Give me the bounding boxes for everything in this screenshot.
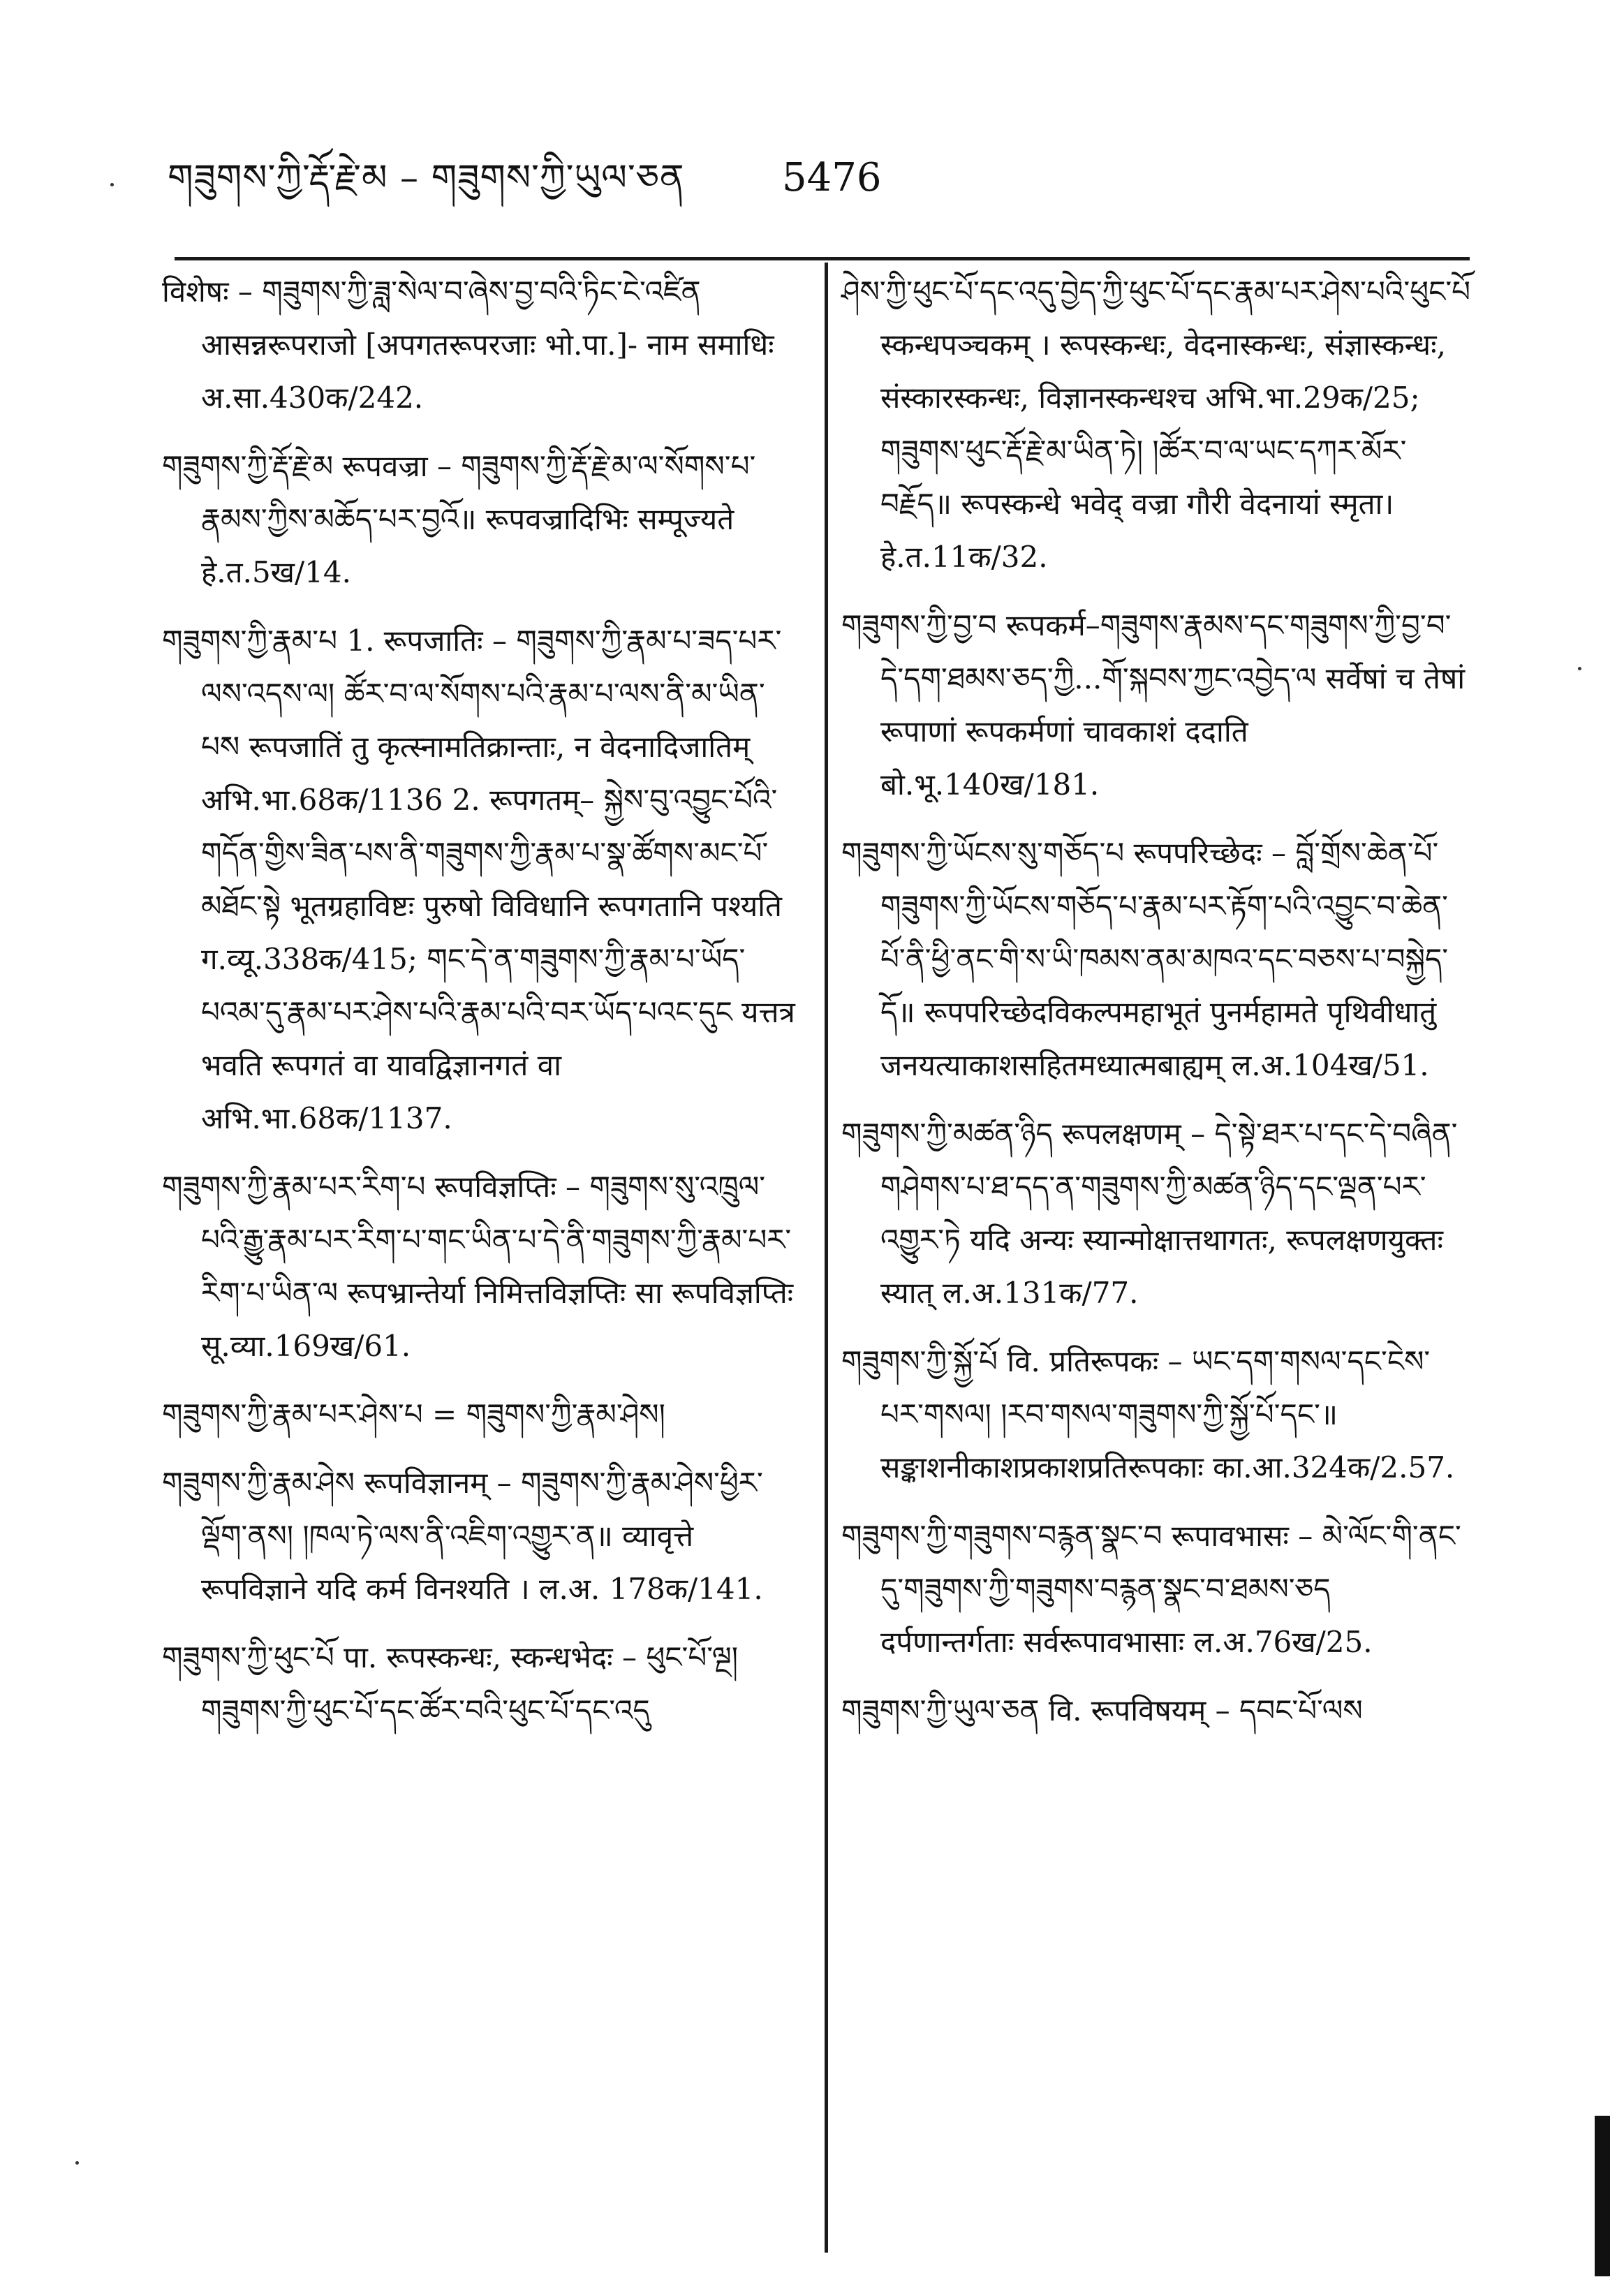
column-divider: [825, 263, 828, 2253]
dictionary-entry: [162, 614, 797, 1145]
entry-text: གཟུགས་ཀྱི་ཡོངས་སུ་གཅོད་པ रूपपरिच्छेदः – བློ་གྲོས་ཆེན་པོ་གཟུགས་ཀྱི་ཡོངས་གཅོད་པ་རྣམ་པར་རྟོག་པའི་འབྱུང་བ་ཆེན་པོ་ནི་ཕྱི་ནང་གི་ས་ཡི་ཁམས་ནམ་མཁའ་དང་བཅས་པ་བསྐྱེད་དོ॥ रूपपरिच्छेदविकल्पमहाभूतं पुनर्महामते पृथिवीधातुं जनयत्याकाशसहितमध्यात्मबाह्यम् ल.अ.104ख/51.: [841, 836, 1449, 1082]
entry-text: གཟུགས་ཀྱི་བྱ་བ रूपकर्म–གཟུགས་རྣམས་དང་གཟུགས་ཀྱི་བྱ་བ་དེ་དག་ཐམས་ཅད་ཀྱི...གོ་སྐབས་ཀྱང་འབྱེད་ལ सर्वेषां च तेषां रूपाणां रूपकर्मणां चावकाशं ददाति बो.भू.140ख/181.: [841, 608, 1466, 802]
dictionary-entry: [162, 1631, 797, 1737]
dictionary-entry: [162, 265, 797, 425]
entry-text: གཟུགས་ཀྱི་སྐྱོ་པོ वि. प्रतिरूपकः – ཡང་དག་གསལ་དང་ངེས་པར་གསལ། །རབ་གསལ་གཟུགས་ཀྱི་སྐྱོ་པོ་དང་॥ सङ्काशनीकाशप्रकाशप्रतिरूपकाः का.आ.324क/2.57.: [841, 1344, 1455, 1485]
dictionary-entry: [841, 265, 1471, 584]
entry-text: གཟུགས་ཀྱི་གཟུགས་བརྙན་སྣང་བ रूपावभासः – མེ་ལོང་གི་ནང་དུ་གཟུགས་ཀྱི་གཟུགས་བརྙན་སྣང་བ་ཐམས་ཅད दर्पणान्तर्गताः सर्वरूपावभासाः ल.अ.76ख/25.: [841, 1519, 1461, 1659]
entry-text: ཤེས་ཀྱི་ཕུང་པོ་དང་འདུ་བྱེད་ཀྱི་ཕུང་པོ་དང་རྣམ་པར་ཤེས་པའི་ཕུང་པོ स्कन्धपञ्चकम् । रूपस्कन्धः, वेदनास्कन्धः, संज्ञास्कन्धः, संस्कारस्कन्धः, विज्ञानस्कन्धश्च अभि.भा.29क/25; གཟུགས་ཕུང་རྡོ་རྗེ་མ་ཡིན་ཏེ། །ཚོར་བ་ལ་ཡང་དཀར་མོར་བརྗོད॥ रूपस्कन्धे भवेद् वज्रा गौरी वेदनायां स्मृता। हे.त.11क/32.: [841, 274, 1471, 574]
dictionary-entry: [162, 440, 797, 599]
entry-text: གཟུགས་ཀྱི་རྣམ་པ 1. रूपजातिः – གཟུགས་ཀྱི་རྣམ་པ་ཟད་པར་ལས་འདས་ལ། ཚོར་བ་ལ་སོགས་པའི་རྣམ་པ་ལས་ནི་མ་ཡིན་པས रूपजातिं तु कृत्स्नामतिक्रान्ताः, न वेदनादिजातिम् अभि.भा.68क/1136 2. रूपगतम्– སྐྱེས་བུ་འབྱུང་པོའི་གདོན་གྱིས་ཟིན་པས་ནི་གཟུགས་ཀྱི་རྣམ་པ་སྣ་ཚོགས་མང་པོ་མཐོང་སྟེ भूतग्रहाविष्टः पुरुषो विविधानि रूपगतानि पश्यति ग.व्यू.338क/415; གང་དེ་ན་གཟུགས་ཀྱི་རྣམ་པ་ཡོད་པའམ་དུ་རྣམ་པར་ཤེས་པའི་རྣམ་པའི་བར་ཡོད་པའང་དུང यत्तत्र भवति रूपगतं वा यावद्विज्ञानगतं वा अभि.भा.68क/1137.: [162, 624, 795, 1135]
left-column: [162, 265, 797, 1753]
entry-text: विशेषः – གཟུགས་ཀྱི་ཟླ་སེལ་བ་ཞེས་བྱ་བའི་ཏིང་ངེ་འཛིན आसन्नरूपराजो [अपगतरूपरजाः भो.पा.]- नाम समाधिः अ.सा.430क/242.: [162, 274, 774, 415]
header-guide-words: གཟུགས་ཀྱི་རྡོ་རྗེ་མ – གཟུགས་ཀྱི་ཡུལ་ཅན: [168, 157, 685, 199]
dictionary-entry: [841, 1335, 1471, 1494]
entry-text: གཟུགས་ཀྱི་རྣམ་ཤེས रूपविज्ञानम् – གཟུགས་ཀྱི་རྣམ་ཤེས་ཕྱིར་ལྡོག་ནས། །ཁལ་ཏེ་ལས་ནི་འཇིག་འགྱུར་ན॥ व्यावृत्ते रूपविज्ञाने यदि कर्म विनश्यति । ल.अ. 178क/141.: [162, 1466, 763, 1606]
entry-text: གཟུགས་ཀྱི་ཡུལ་ཅན वि. रूपविषयम् – དབང་པོ་ལས: [841, 1693, 1363, 1728]
entry-text: གཟུགས་ཀྱི་རྣམ་པར་རིག་པ रूपविज्ञप्तिः – གཟུགས་སུ་འཁྲུལ་པའི་རྒྱུ་རྣམ་པར་རིག་པ་གང་ཡིན་པ་དེ་ནི་གཟུགས་ཀྱི་རྣམ་པར་རིག་པ་ཡིན་ལ रूपभ्रान्तेर्या निमित्तविज्ञप्तिः सा रूपविज्ञप्तिः सू.व्या.169ख/61.: [162, 1170, 794, 1363]
right-column: [841, 265, 1471, 1753]
entry-text: གཟུགས་ཀྱི་རྣམ་པར་ཤེས་པ = གཟུགས་ཀྱི་རྣམ་ཤེས།: [162, 1397, 665, 1431]
dictionary-entry: [162, 1161, 797, 1373]
scan-speck: [1578, 667, 1581, 670]
dictionary-entry: [841, 599, 1471, 811]
scan-edge-mark: [1595, 2116, 1610, 2276]
dictionary-entry: [162, 1457, 797, 1616]
entry-text: གཟུགས་ཀྱི་མཚན་ཉིད रूपलक्षणम् – དེ་སྟེ་ཐར་པ་དང་དེ་བཞིན་གཤེགས་པ་ཐ་དད་ན་གཟུགས་ཀྱི་མཚན་ཉིད་དང་ལྡན་པར་འགྱུར་ཏེ यदि अन्यः स्यान्मोक्षात्तथागतः, रूपलक्षणयुक्तः स्यात् ल.अ.131क/77.: [841, 1117, 1458, 1310]
dictionary-entry: [841, 1107, 1471, 1320]
entry-text: གཟུགས་ཀྱི་ཕུང་པོ पा. रूपस्कन्धः, स्कन्धभेदः – ཕུང་པོ་ལྔ། གཟུགས་ཀྱི་ཕུང་པོ་དང་ཚོར་བའི་ཕུང་པོ་དང་འདུ: [162, 1640, 739, 1728]
dictionary-entry: [841, 1684, 1471, 1737]
dictionary-entry: [841, 827, 1471, 1092]
running-header: [168, 150, 1424, 213]
entry-text: གཟུགས་ཀྱི་རྡོ་རྗེ་མ रूपवज्रा – གཟུགས་ཀྱི་རྡོ་རྗེ་མ་ལ་སོགས་པ་རྣམས་ཀྱིས་མཆོད་པར་བྱའོ॥ रूपवज्रादिभिः सम्पूज्यते हे.त.5ख/14.: [162, 449, 756, 589]
scan-speck: [110, 183, 114, 186]
page-number: 5476: [782, 155, 882, 200]
dictionary-entry: [841, 1510, 1471, 1669]
header-rule: [175, 257, 1470, 260]
dictionary-entry: [162, 1388, 797, 1441]
scan-speck: [75, 2161, 79, 2165]
